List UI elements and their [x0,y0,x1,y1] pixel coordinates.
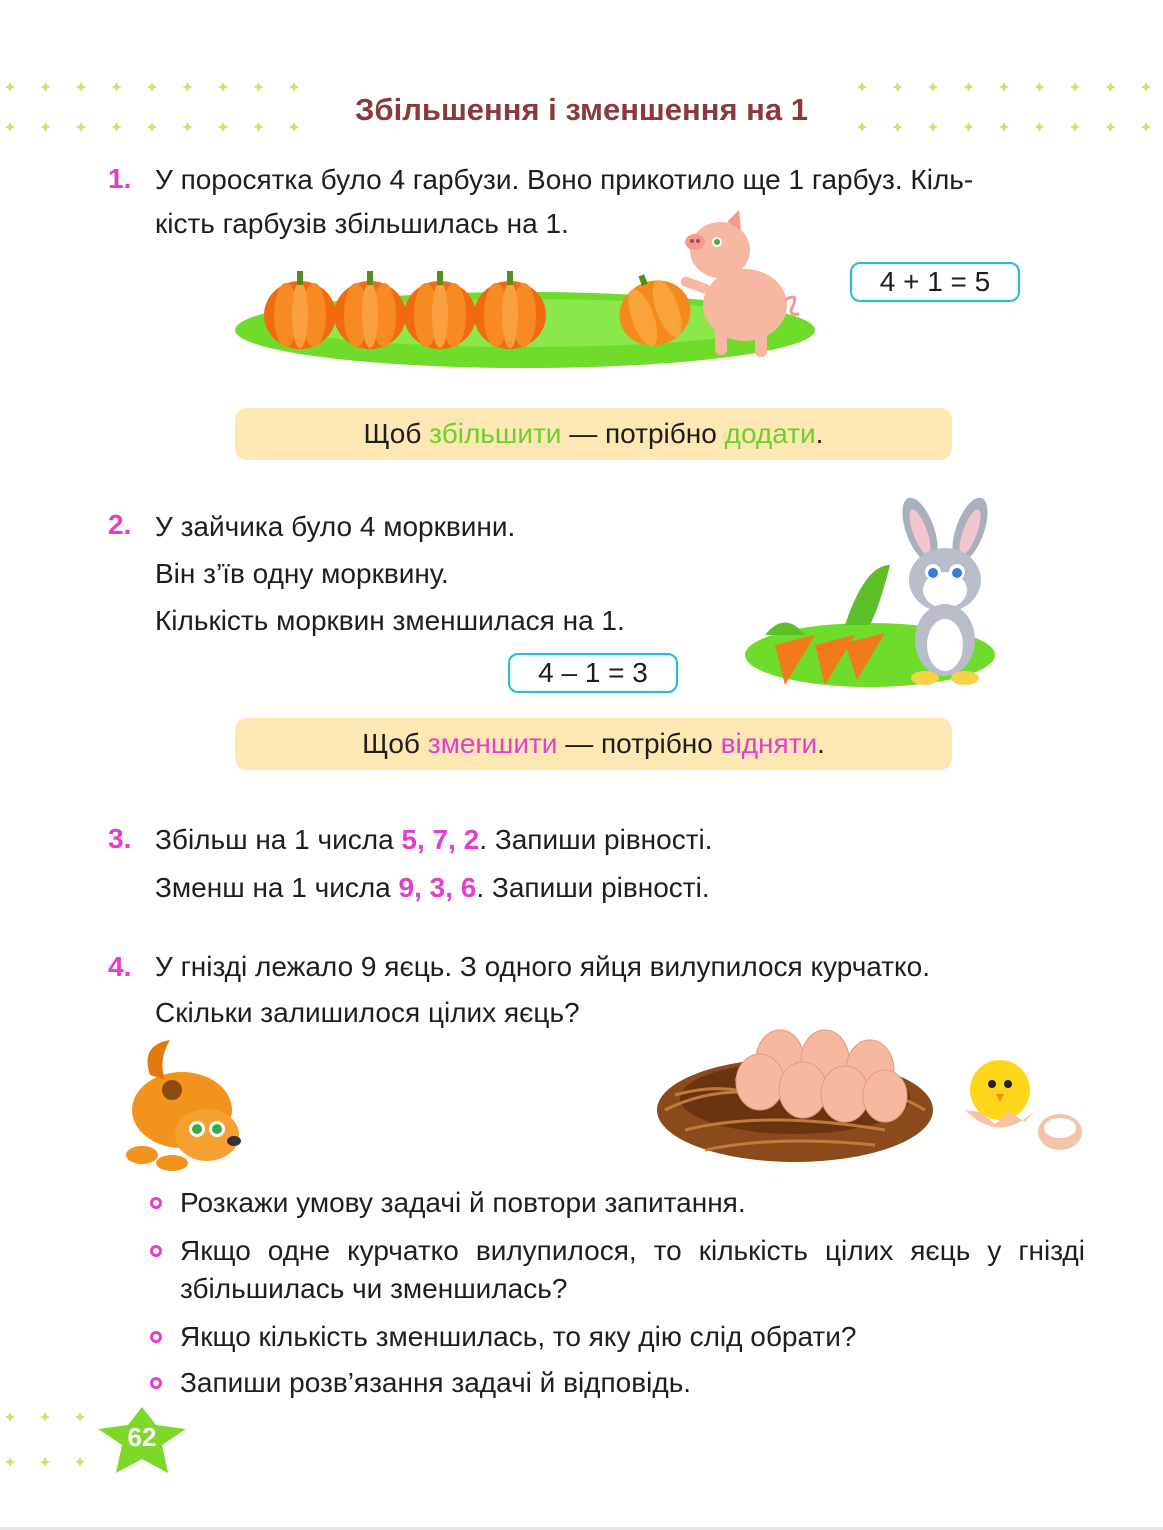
task2-line3: Кількість морквин зменшилася на 1. [155,605,625,636]
rule1-pre: Щоб [363,418,430,449]
task2-line2: Він з’їв одну морквину. [155,558,449,589]
rule2-subtract-word: відняти [720,728,818,759]
nest-illustration [655,1010,1085,1170]
rule2-pre: Щоб [362,728,428,759]
bullet-item [150,1364,1085,1402]
bunny-illustration [745,495,1005,695]
task4-line2: Скільки залишилося цілих яєць? [155,997,580,1028]
task3-line2-numbers: 9, 3, 6 [398,872,477,903]
bullet-text: Якщо кількість зменшилась, то яку дію слід обрати? [180,1321,857,1352]
task1-number: 1. [108,163,132,194]
bullet-text: Запиши розв’язання задачі й відповідь. [180,1367,692,1398]
rule1-end: . [815,418,824,449]
page-number: 62 [127,1422,157,1452]
task3-number: 3. [108,823,132,854]
task3-text [155,816,1055,912]
task2-rule-banner [235,718,952,770]
task3-line2-pre: Зменш на 1 числа [155,872,399,903]
task2-text [155,503,755,644]
task3-line1-post: . Запиши рівності. [479,824,713,855]
bullet-dot-icon [150,1377,162,1389]
task4-number: 4. [108,951,132,982]
rule2-end: . [817,728,825,759]
bullet-dot-icon [150,1197,162,1209]
bullet-dot-icon [150,1245,162,1257]
task2-equation: 4 – 1 = 3 [508,653,678,693]
chick-icon [965,1060,1082,1150]
bullet-item [150,1184,1085,1222]
rule2-mid: — потрібно [557,728,721,759]
task1-line2: кість гарбузів збільшилась на 1. [155,208,569,239]
task1-rule-banner [235,408,952,460]
dog-icon [112,1035,247,1175]
task1-equation: 4 + 1 = 5 [850,262,1020,302]
task2-number: 2. [108,509,132,540]
bullet-text: Розкажи умову задачі й повтори запитання. [180,1187,746,1218]
rule1-increase-word: збільшити [429,418,562,449]
bottom-dot-border [0,1405,100,1475]
task3-line2-post: . Запиши рівності. [476,872,710,903]
pumpkins-illustration [235,205,835,370]
task4-line1: У гнізді лежало 9 яєць. З одного яйця вилупилося курчатко. [155,951,930,982]
task3-line1-pre: Збільш на 1 числа [155,824,402,855]
bullet-item [150,1232,1085,1308]
nest-icon [657,1030,933,1162]
rule1-add-word: додати [724,418,816,449]
task1-line1: У поросятка було 4 гарбузи. Воно прикотило ще 1 гарбуз. Кіль- [155,164,974,195]
task3-line1-numbers: 5, 7, 2 [401,824,480,855]
bullet-text: Якщо одне курчатко вилупилося, то кількість цілих яєць у гнізді збільшилась чи зменшилась? [180,1235,1085,1304]
rule2-decrease-word: зменшити [427,728,558,759]
bullet-dot-icon [150,1331,162,1343]
bullet-item [150,1318,1085,1356]
rule1-mid: — потрібно [561,418,725,449]
task2-line1: У зайчика було 4 морквини. [155,511,516,542]
page-title: Збільшення і зменшення на 1 [355,92,808,127]
